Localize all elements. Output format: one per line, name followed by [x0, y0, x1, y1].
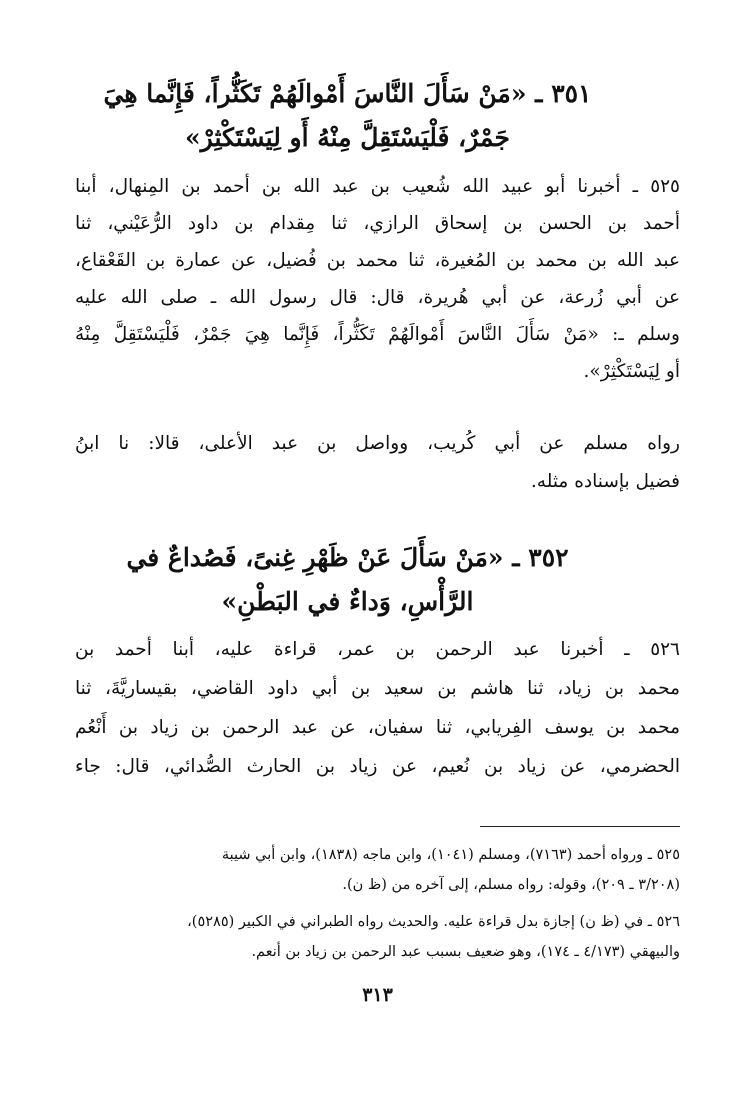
narration-525	[75, 425, 680, 501]
footnote-525	[75, 840, 680, 900]
footnote-line: (٣/٢٠٨ ـ ٢٠٩)، وقوله: رواه مسلم، إلى آخره من (ظ ن).	[342, 877, 680, 893]
text-line: فضيل بإسناده مثله.	[530, 471, 680, 492]
page-number: ٣١٣	[362, 984, 393, 1006]
heading-line: الرَّأْسِ، وَداءٌ في البَطْنِ»	[221, 587, 474, 616]
text-line: ٥٢٦ ـ أخبرنا عبد الرحمن بن عمر، قراءة عليه، أبنا أحمد بن	[75, 639, 680, 660]
chapter-351-heading	[60, 72, 635, 160]
heading-line: ٣٥١ ـ «مَنْ سَأَلَ النَّاسَ أَمْوالَهُمْ تَكَثُّراً، فَإِنَّما هِيَ	[103, 79, 592, 108]
text-line: أو لِيَسْتَكْثِرْ».	[583, 361, 680, 382]
footnote-divider	[480, 826, 680, 827]
text-line: الحضرمي، عن زياد بن نُعيم، عن زياد بن الحارث الصُّدائي، قال: جاء	[75, 756, 680, 777]
text-line: أحمد بن الحسن بن إسحاق الرازي، ثنا مِقدام بن داود الرُّعَيْني، ثنا	[75, 213, 680, 234]
footnote-526	[75, 907, 680, 967]
footnote-line: ٥٢٥ ـ ورواه أحمد (٧١٦٣)، ومسلم (١٠٤١)، وابن ماجه (١٨٣٨)، وابن أبي شيبة	[221, 847, 680, 863]
hadith-526	[75, 630, 680, 786]
text-line: عبد الله بن محمد بن المُغيرة، ثنا محمد بن فُضيل، عن عمارة بن القَعْقاع،	[75, 250, 680, 271]
chapter-352-heading	[60, 536, 635, 624]
heading-line: ٣٥٢ ـ «مَنْ سَأَلَ عَنْ ظَهْرِ غِنىً، فَصُداعٌ في	[126, 543, 569, 572]
text-line: محمد بن يوسف الفِريابي، ثنا سفيان، عن عبد الرحمن بن زياد بن أَنْعُم	[75, 717, 680, 738]
hadith-525	[75, 168, 680, 390]
heading-line: جَمْرٌ، فَلْيَسْتَقِلَّ مِنْهُ أَو لِيَسْتَكْثِرْ»	[185, 123, 510, 152]
text-line: عن أبي زُرعة، عن أبي هُريرة، قال: قال رسول الله ـ صلى الله عليه	[75, 287, 680, 308]
footnote-line: والبيهقي (٤/١٧٣ ـ ١٧٤)، وهو ضعيف بسبب عبد الرحمن بن زياد بن أنعم.	[251, 944, 680, 960]
text-line: ٥٢٥ ـ أخبرنا أبو عبيد الله شُعيب بن عبد الله بن أحمد بن المِنهال، أبنا	[75, 176, 680, 197]
text-line: محمد بن زياد، ثنا هاشم بن سعيد بن أبي داود القاضي، بقيساريَّةَ، ثنا	[75, 678, 680, 699]
text-line: رواه مسلم عن أبي كُريب، وواصل بن عبد الأعلى، قالا: نا ابنُ	[75, 433, 680, 454]
text-line: وسلم ـ: «مَنْ سَأَلَ النَّاسَ أَمْوالَهُمْ تَكَثُّراً، فَإِنَّما هِيَ جَمْرٌ، فَلْيَسْتَقِلَّ مِنْهُ	[75, 324, 680, 345]
footnote-line: ٥٢٦ ـ في (ظ ن) إجازة بدل قراءة عليه. والحديث رواه الطبراني في الكبير (٥٢٨٥)،	[187, 914, 680, 930]
